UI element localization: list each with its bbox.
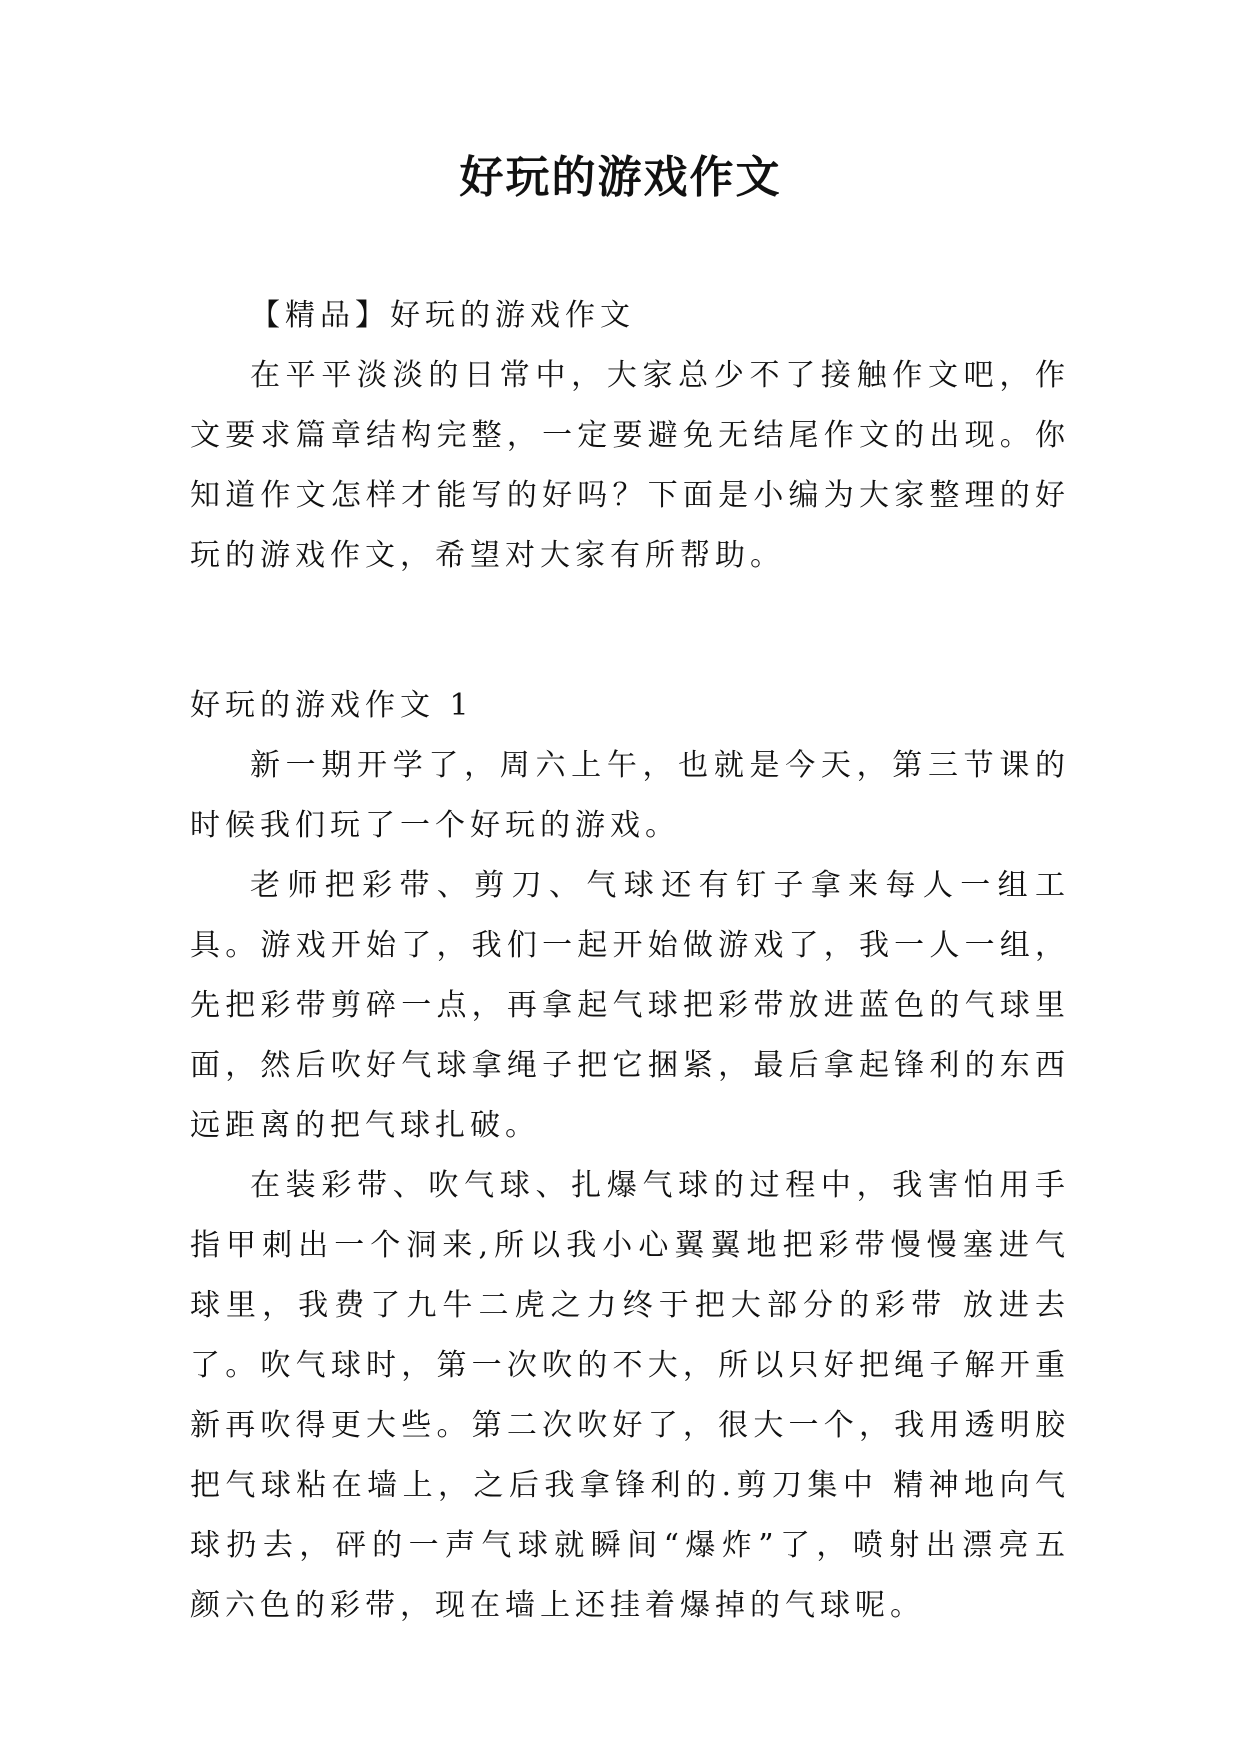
- essay-paragraph-3: 在装彩带、吹气球、扎爆气球的过程中，我害怕用手指甲刺出一个洞来,所以我小心翼翼地把彩带慢慢塞进气球里，我费了九牛二虎之力终于把大部分的彩带 放进去了。吹气球时，第一次吹的不大，所以只好把绳子解开重新再吹得更大些。第二次吹好了，很大一个，我用透明胶把气球粘在墙上，之后我拿锋利的.剪刀集中 精神地向气球扔去，砰的一声气球就瞬间“爆炸”了，喷射出漂亮五颜六色的彩带，现在墙上还挂着爆掉的气球呢。: [190, 1168, 1070, 1623]
- essay-heading: 好玩的游戏作文 1: [190, 688, 474, 723]
- intro-paragraph: 在平平淡淡的日常中，大家总少不了接触作文吧，作文要求篇章结构完整，一定要避免无结尾作文的出现。你知道作文怎样才能写的好吗？下面是小编为大家整理的好玩的游戏作文，希望对大家有所帮助。: [190, 358, 1070, 573]
- essay-paragraph-2: 老师把彩带、剪刀、气球还有钉子拿来每人一组工具。游戏开始了，我们一起开始做游戏了，我一人一组，先把彩带剪碎一点，再拿起气球把彩带放进蓝色的气球里面，然后吹好气球拿绳子把它捆紧，最后拿起锋利的东西远距离的把气球扎破。: [190, 868, 1070, 1143]
- document-body: [190, 286, 1070, 1636]
- intro-heading: 【精品】好玩的游戏作文: [250, 298, 635, 333]
- essay-paragraph-1: 新一期开学了，周六上午，也就是今天，第三节课的时候我们玩了一个好玩的游戏。: [190, 748, 1070, 843]
- document-title: 好玩的游戏作文: [459, 152, 782, 203]
- section-spacer: [190, 586, 1070, 676]
